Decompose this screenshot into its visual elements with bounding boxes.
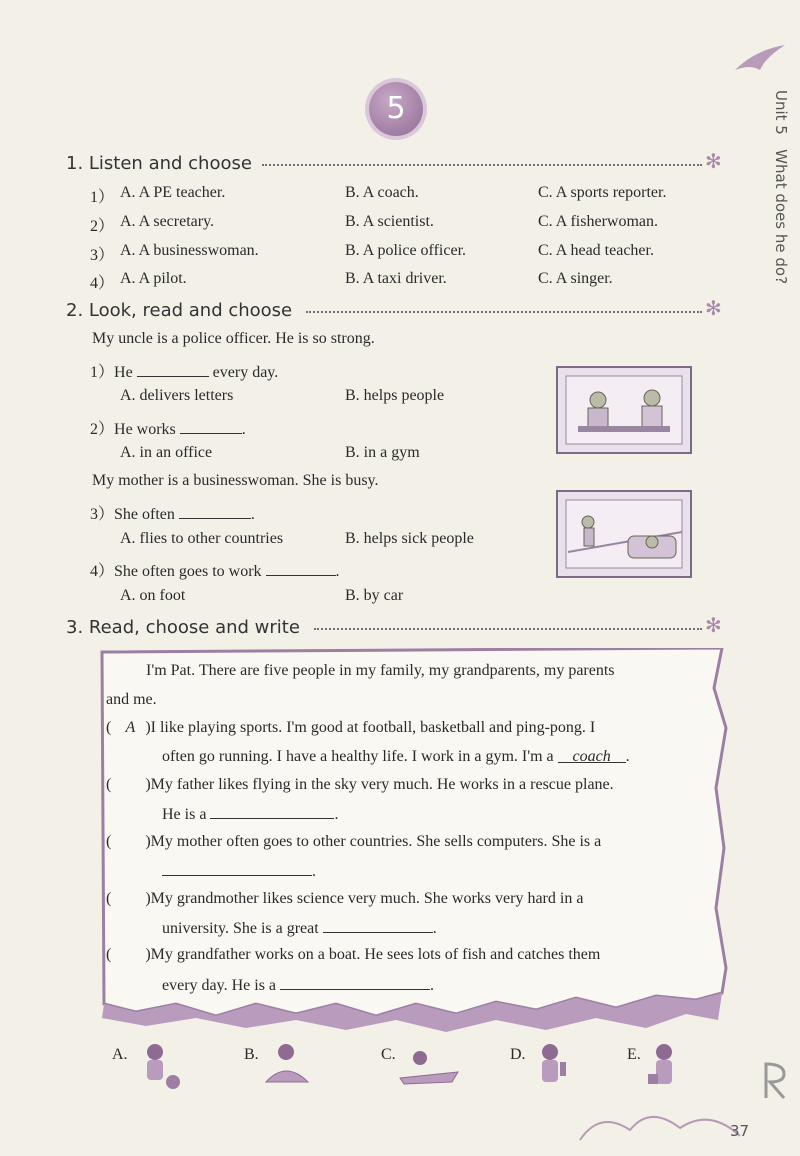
- s1-row-a: A. A secretary.: [120, 213, 215, 230]
- open-paren: (: [106, 776, 112, 793]
- answer-blank[interactable]: [266, 561, 336, 576]
- s1-row-a: A. A pilot.: [120, 270, 187, 287]
- s2-q1: [90, 359, 278, 382]
- s3-item-line2: [162, 748, 630, 766]
- section-divider: [306, 311, 702, 313]
- s2-q1-a: A. delivers letters: [120, 387, 234, 404]
- section1-title: 1. Listen and choose: [66, 153, 252, 174]
- open-paren: (: [106, 946, 112, 963]
- item-line2: often go running. I have a healthy life. I work in a gym. I'm a: [162, 748, 554, 765]
- section3-title: 3. Read, choose and write: [66, 617, 300, 638]
- answer-blank[interactable]: [280, 975, 430, 990]
- s2-q2: [90, 416, 246, 439]
- star-icon: ✻: [705, 615, 722, 637]
- answer-blank[interactable]: [137, 362, 209, 377]
- car-illustration: [558, 492, 690, 576]
- item-line2: He is a: [162, 806, 207, 823]
- choice-label: C.: [381, 1046, 396, 1063]
- office-illustration: [558, 368, 690, 452]
- s1-row-b: B. A scientist.: [345, 213, 434, 230]
- star-icon: ✻: [705, 298, 722, 320]
- s1-row-num: 1）: [90, 189, 115, 206]
- choice-label: E.: [627, 1046, 641, 1063]
- choice-label: B.: [244, 1046, 259, 1063]
- item-end: .: [432, 920, 437, 937]
- item-line1: )My grandfather works on a boat. He sees lots of fish and catches them: [145, 946, 601, 963]
- answer-blank[interactable]: [180, 419, 242, 434]
- answer-box[interactable]: A: [125, 719, 136, 736]
- side-unit: Unit 5: [772, 90, 790, 135]
- s2-q3-b: B. helps sick people: [345, 530, 474, 547]
- s1-row-num: 2）: [90, 218, 115, 235]
- item-line1: )My mother often goes to other countries. She sells computers. She is a: [145, 833, 602, 850]
- s3-item-line2: [162, 804, 338, 824]
- s2-q2-a: A. in an office: [120, 444, 213, 461]
- pilot-plane-icon: [398, 1048, 462, 1092]
- item-end: .: [430, 977, 435, 994]
- answer-blank[interactable]: [323, 918, 433, 933]
- q-pre: He: [114, 364, 133, 381]
- road-picture: [556, 490, 692, 578]
- page-number: 37: [730, 1122, 750, 1140]
- s1-row-a: A. A PE teacher.: [120, 184, 226, 201]
- choice-label: D.: [510, 1046, 526, 1063]
- answer-blank[interactable]: [179, 504, 251, 519]
- unit-badge: 5: [369, 82, 423, 136]
- cloud-icon: [570, 1100, 750, 1150]
- s1-row-c: C. A head teacher.: [538, 242, 654, 259]
- q-num: 1）: [90, 364, 115, 381]
- s3-intro-line2: and me.: [106, 691, 157, 708]
- businesswoman-figure-icon: [644, 1042, 688, 1096]
- side-title: [760, 90, 790, 310]
- s3-item-line2: [162, 918, 437, 938]
- item-end: .: [625, 748, 630, 765]
- answer-blank[interactable]: [162, 861, 312, 876]
- s2-q4-b: B. by car: [345, 587, 404, 604]
- section2-title: 2. Look, read and choose: [66, 300, 293, 321]
- s2-q4-a: A. on foot: [120, 587, 186, 604]
- s3-intro-line1: I'm Pat. There are five people in my family, my grandparents, my parents: [146, 662, 615, 679]
- s1-row-c: C. A fisherwoman.: [538, 213, 658, 230]
- open-paren: (: [106, 833, 112, 850]
- coach-figure-icon: [135, 1042, 185, 1092]
- s3-item: [106, 833, 601, 851]
- scientist-figure-icon: [530, 1042, 574, 1092]
- q-pre: He works: [114, 421, 176, 438]
- item-line1: )I like playing sports. I'm good at football, basketball and ping-pong. I: [145, 719, 596, 736]
- item-line1: )My father likes flying in the sky very much. He works in a rescue plane.: [145, 776, 614, 793]
- section-divider: [314, 628, 702, 630]
- item-end: .: [334, 806, 339, 823]
- q-post: .: [335, 563, 340, 580]
- star-icon: ✻: [705, 151, 722, 173]
- answer-blank[interactable]: coach: [558, 748, 626, 763]
- s2-q1-b: B. helps people: [345, 387, 445, 404]
- q-post: .: [250, 506, 255, 523]
- q-num: 2）: [90, 421, 115, 438]
- s3-item: [106, 776, 614, 794]
- item-line2: every day. He is a: [162, 977, 277, 994]
- s1-row-b: B. A police officer.: [345, 242, 467, 259]
- office-picture: [556, 366, 692, 454]
- q-post: every day.: [212, 364, 279, 381]
- fisherman-figure-icon: [262, 1042, 312, 1092]
- q-pre: She often: [114, 506, 175, 523]
- s3-item: [106, 946, 600, 964]
- letter-r-icon: [760, 1060, 790, 1100]
- q-num: 3）: [90, 506, 115, 523]
- open-paren: (: [106, 719, 112, 736]
- answer-blank[interactable]: [210, 804, 334, 819]
- item-line1: )My grandmother likes science very much. She works very hard in a: [145, 890, 584, 907]
- q-num: 4）: [90, 563, 115, 580]
- s3-item: [106, 719, 595, 737]
- s3-item-line2: [162, 975, 434, 995]
- s1-row-c: C. A sports reporter.: [538, 184, 667, 201]
- s1-row-a: A. A businesswoman.: [120, 242, 259, 259]
- s2-intro: My uncle is a police officer. He is so strong.: [92, 330, 375, 347]
- side-unit-title: What does he do?: [772, 149, 790, 285]
- s2-intro: My mother is a businesswoman. She is busy.: [92, 472, 379, 489]
- s2-q3: [90, 501, 255, 524]
- s1-row-num: 4）: [90, 275, 115, 292]
- s3-item-line2: [162, 861, 316, 881]
- item-end: .: [312, 863, 316, 880]
- s1-row-b: B. A coach.: [345, 184, 419, 201]
- s2-q2-b: B. in a gym: [345, 444, 420, 461]
- s1-row-b: B. A taxi driver.: [345, 270, 447, 287]
- s2-q4: [90, 558, 340, 581]
- s1-row-num: 3）: [90, 247, 115, 264]
- choice-label: A.: [112, 1046, 128, 1063]
- item-line2: university. She is a great: [162, 920, 319, 937]
- open-paren: (: [106, 890, 112, 907]
- s2-q3-a: A. flies to other countries: [120, 530, 284, 547]
- section-divider: [262, 164, 702, 166]
- s1-row-c: C. A singer.: [538, 270, 613, 287]
- q-post: .: [241, 421, 246, 438]
- q-pre: She often goes to work: [114, 563, 262, 580]
- s3-item: [106, 890, 583, 908]
- bird-icon: [730, 40, 790, 80]
